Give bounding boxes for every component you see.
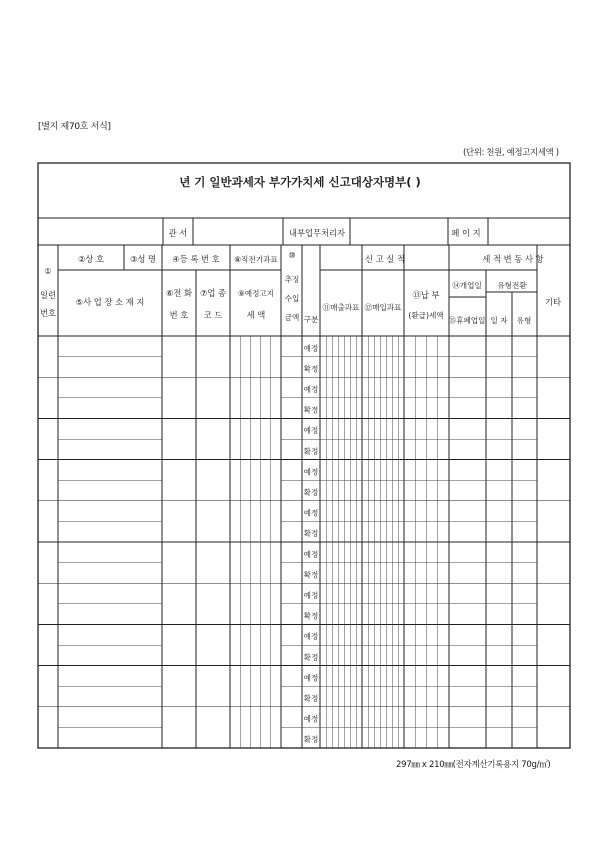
row-label-confirmed: 확정 bbox=[303, 364, 319, 374]
row-label-planned: 예정 bbox=[303, 632, 319, 642]
col-19-label: 기타 bbox=[544, 297, 562, 307]
row-label-confirmed: 확정 bbox=[303, 446, 319, 456]
row-label-confirmed: 확정 bbox=[303, 570, 319, 580]
col-div-label: 구분 bbox=[303, 315, 319, 324]
row-label-confirmed: 확정 bbox=[303, 694, 319, 704]
row-label-planned: 예정 bbox=[303, 673, 319, 683]
row-label-planned: 예정 bbox=[303, 714, 319, 724]
page-label: 페 이 지 bbox=[451, 228, 481, 238]
col-8-label: ⑧직전기과표 bbox=[234, 255, 278, 264]
row-label-confirmed: 확정 bbox=[303, 529, 319, 539]
internal-officer-label: 내부업무처리자 bbox=[288, 228, 346, 238]
col-14-label: (환급)세액 bbox=[408, 311, 444, 320]
row-label-planned: 예정 bbox=[303, 426, 319, 436]
col-4-label: ④등 록 번 호 bbox=[172, 254, 220, 264]
col-14-label: ⑬납 부 bbox=[412, 290, 440, 300]
col-5-label: ⑤사 업 장 소 재 지 bbox=[75, 297, 145, 307]
col-16-label: ⑭개업일 bbox=[452, 281, 482, 290]
col-6-label: ⑥전 화 bbox=[165, 288, 193, 298]
col-7-label: 코 드 bbox=[203, 310, 223, 320]
col-1-label: 일련 bbox=[39, 290, 57, 300]
row-label-planned: 예정 bbox=[303, 549, 319, 559]
row-label-planned: 예정 bbox=[303, 343, 319, 353]
col-15-label: 세 적 변 동 사 항 bbox=[482, 254, 544, 264]
col-18-label: 유형전환 bbox=[497, 281, 527, 290]
form-number: [별지 제70호 서식] bbox=[38, 122, 111, 132]
col-7-label: ⑦업 종 bbox=[199, 288, 227, 298]
col-9-label: ⑨예정고지 bbox=[237, 289, 275, 298]
col-18a-label: 일 자 bbox=[490, 316, 508, 325]
table-title: 년 기 일반과세자 부가가치세 신고대상자명부( ) bbox=[179, 175, 421, 189]
row-label-confirmed: 확정 bbox=[303, 735, 319, 745]
col-17-label: ⑮휴폐업일 bbox=[448, 316, 486, 325]
col-3-label: ③성 명 bbox=[129, 254, 157, 264]
col-1-label: ① bbox=[44, 266, 52, 276]
col-10-label: 수입 bbox=[284, 294, 300, 303]
row-label-confirmed: 확정 bbox=[303, 488, 319, 498]
col-11-label: 신 고 실 적 bbox=[365, 254, 405, 264]
col-2-label: ②상 호 bbox=[77, 254, 105, 264]
row-label-confirmed: 확정 bbox=[303, 405, 319, 415]
col-10-label: 추징 bbox=[284, 275, 300, 284]
col-9-label: 세 액 bbox=[246, 310, 266, 320]
row-label-planned: 예정 bbox=[303, 467, 319, 477]
office-label: 관 서 bbox=[168, 228, 188, 238]
paper-spec-footer: 297㎜ x 210㎜(전자계산기록용지 70g/㎡) bbox=[396, 760, 551, 770]
col-18b-label: 유형 bbox=[516, 316, 532, 325]
col-10-label: 금액 bbox=[284, 313, 300, 322]
col-1-label: 번호 bbox=[39, 308, 57, 318]
row-label-confirmed: 확정 bbox=[303, 652, 319, 662]
col-12-label: ⑪매출과표 bbox=[322, 303, 360, 312]
row-label-planned: 예정 bbox=[303, 508, 319, 518]
row-label-planned: 예정 bbox=[303, 591, 319, 601]
col-10-label: ⑩ bbox=[288, 250, 296, 260]
col-6-label: 번 호 bbox=[169, 310, 189, 320]
unit-note: (단위: 천원, 예정고지세액 ) bbox=[463, 148, 559, 158]
row-label-confirmed: 확정 bbox=[303, 611, 319, 621]
col-13-label: ⑫매입과표 bbox=[364, 303, 402, 312]
row-label-planned: 예정 bbox=[303, 385, 319, 395]
